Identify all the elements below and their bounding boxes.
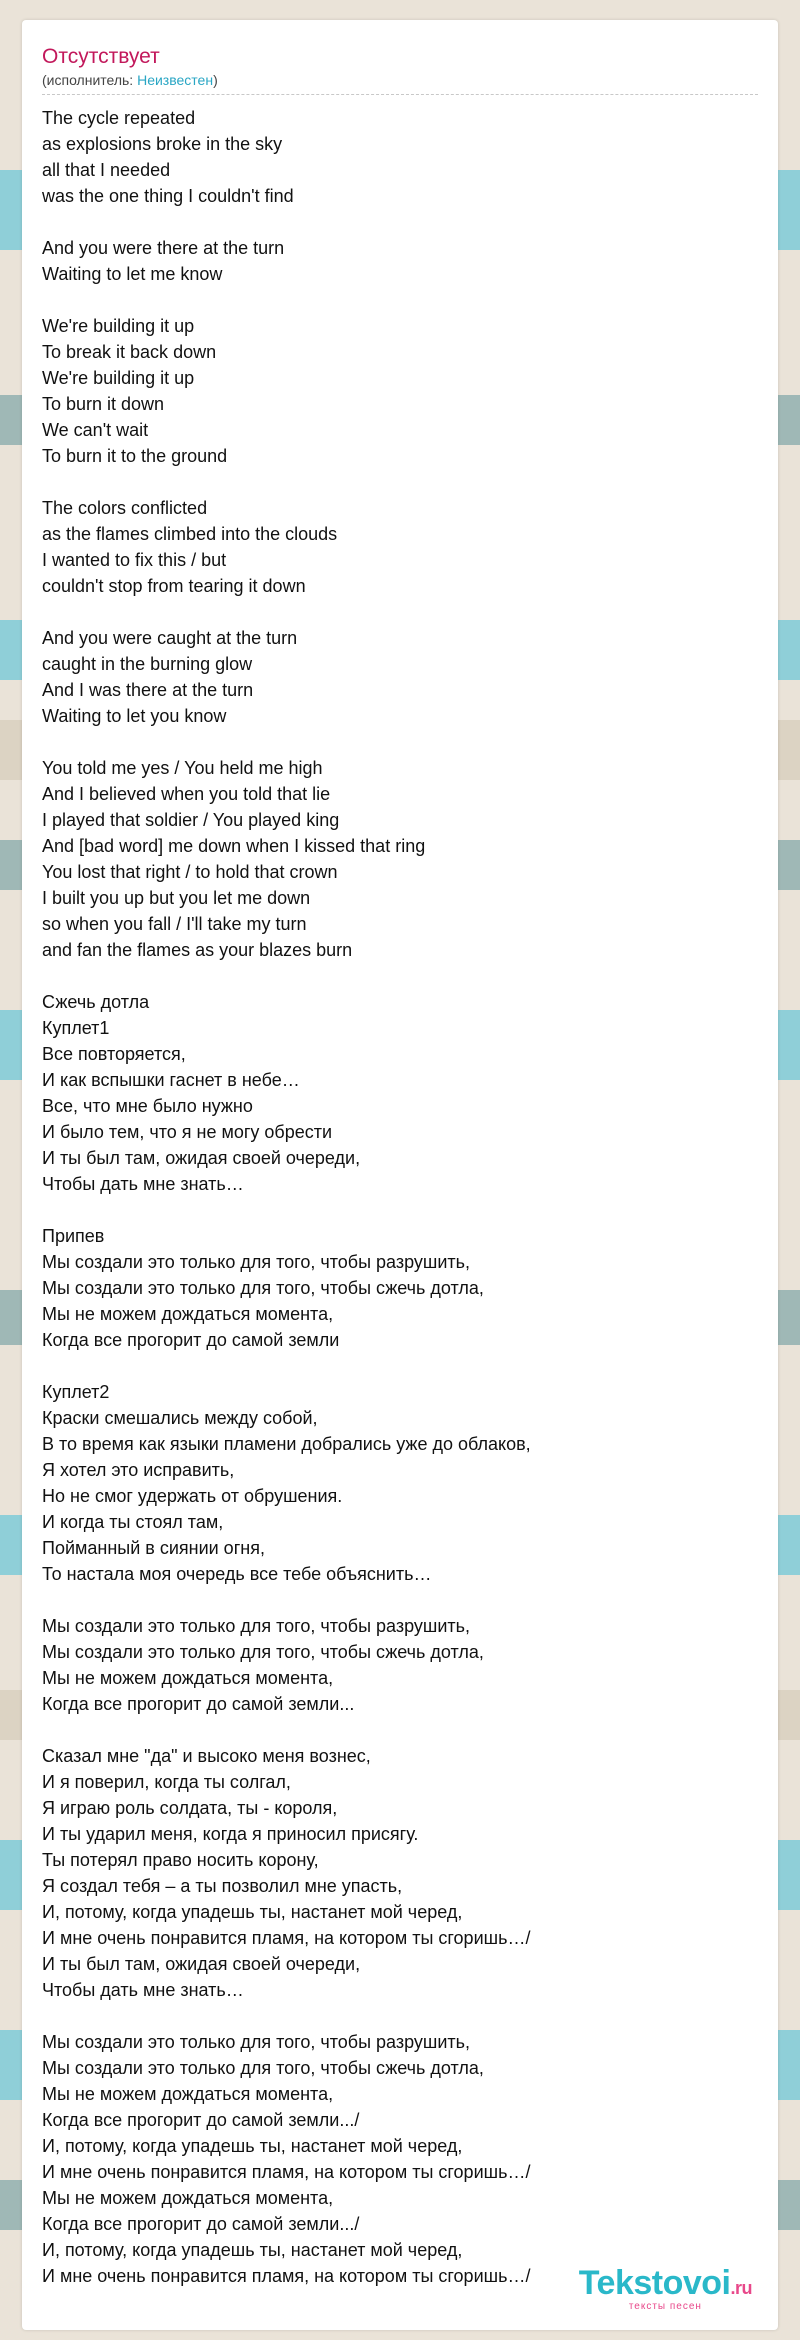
lyric-line: Мы создали это только для того, чтобы разрушить, (42, 1616, 471, 1636)
lyric-line: was the one thing I couldn't find (42, 186, 294, 206)
logo-text: Tekstovoi (578, 2264, 731, 2302)
lyric-line: And I believed when you told that lie (42, 784, 331, 804)
lyric-line: Мы создали это только для того, чтобы разрушить, (42, 1252, 471, 1272)
lyric-line: Когда все прогорит до самой земли.../ (42, 2110, 360, 2130)
lyric-line: Но не смог удержать от обрушения. (42, 1486, 343, 1506)
lyric-line: as explosions broke in the sky (42, 134, 283, 154)
lyric-line: Мы не можем дождаться момента, (42, 1668, 334, 1688)
lyric-line: all that I needed (42, 160, 171, 180)
logo-tld: .ru (730, 2278, 752, 2298)
lyric-line: You told me yes / You held me high (42, 758, 323, 778)
lyric-line: То настала моя очередь все тебе объяснить… (42, 1564, 432, 1584)
lyric-line: И было тем, что я не могу обрести (42, 1122, 333, 1142)
stanza-break (42, 469, 758, 495)
lyrics-card (22, 20, 778, 2330)
lyric-line: И ты был там, ожидая своей очереди, (42, 1148, 361, 1168)
lyric-line: И ты ударил меня, когда я приносил присягу. (42, 1824, 419, 1844)
lyric-line: Сказал мне "да" и высоко меня вознес, (42, 1746, 371, 1766)
lyric-line: И мне очень понравится пламя, на котором ты сгоришь…/ (42, 1928, 531, 1948)
site-logo[interactable] (579, 2266, 752, 2312)
lyric-line: Мы не можем дождаться момента, (42, 2188, 334, 2208)
stanza-break (42, 1717, 758, 1743)
lyric-line: Мы создали это только для того, чтобы разрушить, (42, 2032, 471, 2052)
stanza-break (42, 1197, 758, 1223)
lyric-line: Чтобы дать мне знать… (42, 1174, 244, 1194)
lyric-line: caught in the burning glow (42, 654, 253, 674)
lyric-line: Мы создали это только для того, чтобы сжечь дотла, (42, 2058, 484, 2078)
lyric-line: И я поверил, когда ты солгал, (42, 1772, 291, 1792)
lyric-line: И, потому, когда упадешь ты, настанет мой черед, (42, 2136, 463, 2156)
lyric-line: Когда все прогорит до самой земли.../ (42, 2214, 360, 2234)
lyric-line: We can't wait (42, 420, 149, 440)
stanza-break (42, 2003, 758, 2029)
lyric-line: Когда все прогорит до самой земли (42, 1330, 340, 1350)
lyric-line: I wanted to fix this / but (42, 550, 227, 570)
lyric-line: В то время как языки пламени добрались уже до облаков, (42, 1434, 531, 1454)
stanza-break (42, 1587, 758, 1613)
lyric-line: We're building it up (42, 316, 195, 336)
lyric-line: You lost that right / to hold that crown (42, 862, 338, 882)
lyric-line: Куплет2 (42, 1382, 110, 1402)
lyric-line: And I was there at the turn (42, 680, 254, 700)
lyric-line: Ты потерял право носить корону, (42, 1850, 319, 1870)
lyric-line: И, потому, когда упадешь ты, настанет мой черед, (42, 1902, 463, 1922)
lyric-line: Я хотел это исправить, (42, 1460, 235, 1480)
lyric-line: so when you fall / I'll take my turn (42, 914, 307, 934)
lyric-line: The cycle repeated (42, 108, 196, 128)
lyric-line: Пойманный в сиянии огня, (42, 1538, 265, 1558)
song-title: Отсутствует (42, 45, 160, 68)
artist-prefix: (исполнитель: (42, 72, 138, 88)
stanza-break (42, 1353, 758, 1379)
lyric-line: Припев (42, 1226, 105, 1246)
lyric-line: И ты был там, ожидая своей очереди, (42, 1954, 361, 1974)
lyric-line: and fan the flames as your blazes burn (42, 940, 353, 960)
lyric-line: И когда ты стоял там, (42, 1512, 224, 1532)
lyric-line: And [bad word] me down when I kissed that ring (42, 836, 426, 856)
stanza-break (42, 729, 758, 755)
lyric-line: The colors conflicted (42, 498, 208, 518)
lyric-line: Я создал тебя – а ты позволил мне упасть, (42, 1876, 403, 1896)
lyric-line: Мы создали это только для того, чтобы сжечь дотла, (42, 1642, 484, 1662)
stanza-break (42, 599, 758, 625)
lyric-line: Мы не можем дождаться момента, (42, 2084, 334, 2104)
lyric-line: To break it back down (42, 342, 217, 362)
lyric-line: Я играю роль солдата, ты - короля, (42, 1798, 338, 1818)
lyric-line: And you were caught at the turn (42, 628, 298, 648)
lyric-line: И мне очень понравится пламя, на котором ты сгоришь…/ (42, 2162, 531, 2182)
stanza-break (42, 287, 758, 313)
lyric-line: Краски смешались между собой, (42, 1408, 318, 1428)
stanza-break (42, 209, 758, 235)
lyric-line: Waiting to let me know (42, 264, 223, 284)
lyric-line: И как вспышки гаснет в небе… (42, 1070, 300, 1090)
artist-link[interactable]: Неизвестен (137, 72, 214, 88)
lyric-line: as the flames climbed into the clouds (42, 524, 338, 544)
lyric-line: I built you up but you let me down (42, 888, 311, 908)
divider (42, 94, 758, 95)
lyric-line: Сжечь дотла (42, 992, 150, 1012)
lyric-line: Куплет1 (42, 1018, 110, 1038)
lyric-line: And you were there at the turn (42, 238, 285, 258)
lyric-line: И мне очень понравится пламя, на котором ты сгоришь…/ (42, 2266, 531, 2286)
lyric-line: Когда все прогорит до самой земли... (42, 1694, 355, 1714)
lyric-line: Все повторяется, (42, 1044, 186, 1064)
lyric-line: Мы создали это только для того, чтобы сжечь дотла, (42, 1278, 484, 1298)
lyric-line: We're building it up (42, 368, 195, 388)
lyric-line: Мы не можем дождаться момента, (42, 1304, 334, 1324)
lyric-line: I played that soldier / You played king (42, 810, 340, 830)
stanza-break (42, 963, 758, 989)
lyric-line: To burn it to the ground (42, 446, 228, 466)
lyrics-body (42, 105, 758, 2289)
lyric-line: Чтобы дать мне знать… (42, 1980, 244, 2000)
lyric-line: Waiting to let you know (42, 706, 227, 726)
lyric-line: To burn it down (42, 394, 165, 414)
lyric-line: И, потому, когда упадешь ты, настанет мой черед, (42, 2240, 463, 2260)
lyric-line: couldn't stop from tearing it down (42, 576, 306, 596)
artist-suffix: ) (213, 72, 218, 88)
artist-line (42, 70, 758, 90)
logo-tagline: тексты песен (628, 2301, 702, 2312)
lyric-line: Все, что мне было нужно (42, 1096, 253, 1116)
